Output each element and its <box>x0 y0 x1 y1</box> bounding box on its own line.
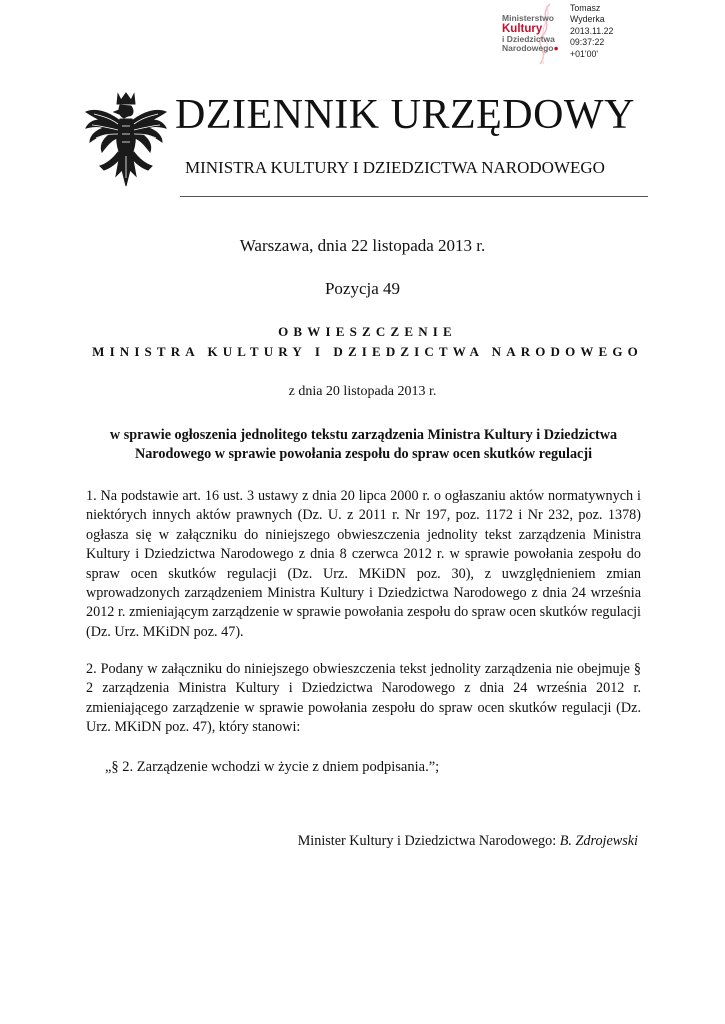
signer-last-name: Wyderka <box>570 14 605 25</box>
signer-first-name: Tomasz <box>570 3 601 13</box>
issue-date: z dnia 20 listopada 2013 r. <box>288 384 437 399</box>
place-and-date: Warszawa, dnia 22 listopada 2013 r. <box>239 236 486 255</box>
signature-details <box>570 3 613 60</box>
eagle-emblem-icon <box>82 90 170 193</box>
paragraph-1: 1. Na podstawie art. 16 ust. 3 ustawy z dnia 20 lipca 2000 r. o ogłaszaniu aktów normatywnych i niektórych innych aktów prawnych (Dz. U. z 2011 r. Nr 197, poz. 1172 i Nr 232, poz. 1378) ogłasza się w załączniku do niniejszego obwieszczenia jednolity tekst zarządzenia Ministra Kultury i Dziedzictwa Narodowego z dnia 8 czerwca 2012 r. w sprawie powołania zespołu do spraw ocen skutków regulacji (Dz. Urz. MKiDN poz. 30), z uwzględnieniem zmian wprowadzonych zarządzeniem Ministra Kultury i Dziedzictwa Narodowego z dnia 24 września 2012 r. zmieniającym zarządzenie w sprawie powołania zespołu do spraw ocen skutków regulacji (Dz. Urz. MKiDN poz. 47). <box>86 488 641 640</box>
position-number: Pozycja 49 <box>324 279 401 298</box>
logo-line-3: i Dziedzictwa <box>502 34 555 44</box>
signature-date: 2013.11.22 <box>570 25 614 36</box>
logo-line-1: Ministerstwo <box>502 13 554 23</box>
journal-title: DZIENNIK URZĘDOWY <box>175 92 635 138</box>
journal-subtitle: MINISTRA KULTURY I DZIEDZICTWA NARODOWEGO <box>185 158 605 177</box>
document-subject: w sprawie ogłoszenia jednolitego tekstu zarządzenia Ministra Kultury i Dziedzictwa Narodowego w sprawie powołania zespołu do spraw ocen skutków regulacji <box>109 427 618 462</box>
paragraph-2: 2. Podany w załączniku do niniejszego obwieszczenia tekst jednolity zarządzenia nie obejmuje § 2 zarządzenia Ministra Kultury i Dziedzictwa Narodowego z dnia 24 września 2012 r. zmieniającego zarządzenie w sprawie powołania zespołu do spraw ocen skutków regulacji (Dz. Urz. MKiDN poz. 47), który stanowi: <box>86 661 641 736</box>
ministry-logo <box>502 14 570 53</box>
quoted-provision: „§ 2. Zarządzenie wchodzi w życie z dniem podpisania.”; <box>105 759 440 775</box>
signature-title: Minister Kultury i Dziedzictwa Narodowego: <box>297 833 560 849</box>
logo-line-2: Kultury <box>502 23 543 35</box>
header-divider <box>180 196 648 197</box>
e-signature-stamp <box>500 2 635 66</box>
logo-dot-icon: ● <box>553 43 559 53</box>
document-issuer: MINISTRA KULTURY I DZIEDZICTWA NARODOWEGO <box>92 344 643 359</box>
signature-timezone: +01'00' <box>570 48 599 59</box>
document-type: OBWIESZCZENIE <box>278 324 457 339</box>
signature-block <box>298 833 638 850</box>
signature-time: 09:37:22 <box>570 37 605 48</box>
signature-name: B. Zdrojewski <box>559 833 638 849</box>
logo-line-4: Narodowego <box>502 43 554 53</box>
